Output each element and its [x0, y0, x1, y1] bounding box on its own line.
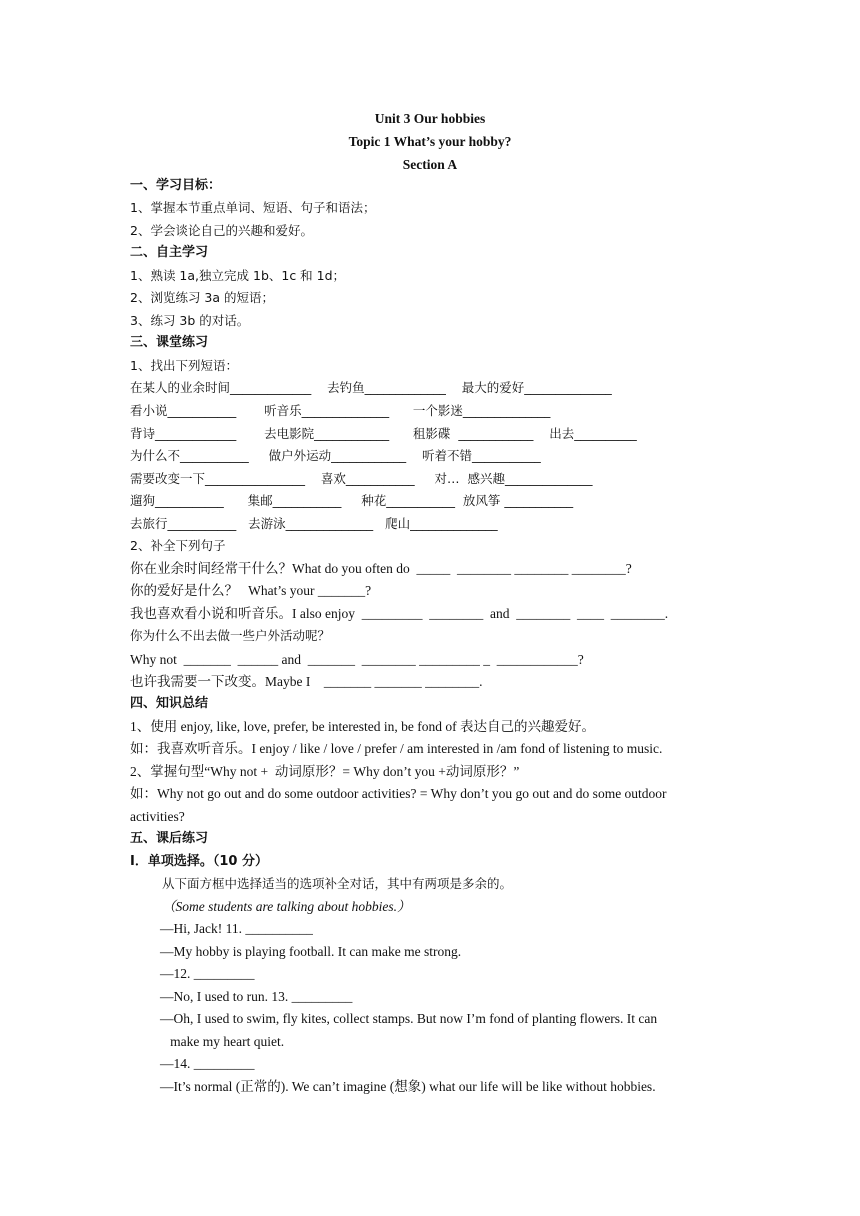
- dialogue-line: —Oh, I used to swim, fly kites, collect stamps. But now I’m fond of planting flowers. It can: [160, 1011, 658, 1026]
- goal-item: 2、学会谈论自己的兴趣和爱好。: [130, 223, 313, 238]
- self-study-item: 1、熟读 1a,独立完成 1b、1c 和 1d；: [130, 268, 346, 283]
- summary-line: 1、使用 enjoy, like, love, prefer, be interested in, be fond of 表达自己的兴趣爱好。: [130, 719, 595, 734]
- self-study-item: 2、浏览练习 3a 的短语；: [130, 290, 275, 305]
- unit-title: Unit 3 Our hobbies: [374, 111, 486, 126]
- phrase-row: 在某人的业余时间_____________ 去钓鱼_____________ 最大的爱好______________: [130, 380, 612, 395]
- phrase-row: 去旅行___________ 去游泳______________ 爬山______________: [130, 516, 498, 531]
- exercise-instruction: 从下面方框中选择适当的选项补全对话，其中有两项是多余的。: [162, 876, 513, 891]
- section-title: Section A: [402, 157, 458, 172]
- sentence-row: 你的爱好是什么？ What’s your _______?: [130, 583, 372, 598]
- phrase-row: 需要改变一下________________ 喜欢___________ 对… 感兴趣______________: [130, 471, 593, 486]
- dialogue-line: —My hobby is playing football. It can make me strong.: [160, 944, 462, 959]
- summary-line: activities?: [130, 809, 185, 824]
- topic-title: Topic 1 What’s your hobby?: [348, 134, 512, 149]
- practice-subheading: 1、找出下列短语：: [130, 358, 238, 373]
- sentence-row: 我也喜欢看小说和听音乐。I also enjoy _________ ________ and ________ ____ ________.: [130, 606, 669, 621]
- dialogue-line: —No, I used to run. 13. _________: [160, 989, 353, 1004]
- exercise-part-title: Ⅰ．单项选择。（10 分）: [130, 854, 268, 869]
- dialogue-line: —12. _________: [160, 966, 255, 981]
- sentence-row: 也许我需要一下改变。Maybe I _______ _______ ________.: [130, 674, 483, 689]
- section-heading-self-study: 二、自主学习: [130, 245, 209, 260]
- dialogue-line: —It’s normal (正常的). We can’t imagine (想象) what our life will be like without hobbies.: [160, 1079, 656, 1094]
- goal-item: 1、掌握本节重点单词、短语、句子和语法；: [130, 200, 376, 215]
- practice-subheading: 2、补全下列句子: [130, 538, 226, 553]
- phrase-row: 看小说___________ 听音乐______________ 一个影迷______________: [130, 403, 551, 418]
- summary-line: 如：我喜欢听音乐。I enjoy / like / love / prefer / am interested in /am fond of listening to music.: [130, 741, 663, 756]
- exercise-context: （Some students are talking about hobbies.）: [162, 899, 411, 914]
- dialogue-line: —14. _________: [160, 1056, 255, 1071]
- dialogue-line: —Hi, Jack! 11. __________: [160, 921, 313, 936]
- section-heading-goals: 一、学习目标：: [130, 178, 222, 193]
- sentence-row: 你在业余时间经常干什么？What do you often do _____ ________ ________ ________?: [130, 561, 632, 576]
- self-study-item: 3、练习 3b 的对话。: [130, 313, 250, 328]
- dialogue-line: make my heart quiet.: [160, 1034, 285, 1049]
- section-heading-class-practice: 三、课堂练习: [130, 335, 209, 350]
- sentence-row: 你为什么不出去做一些户外活动呢？: [130, 628, 331, 643]
- phrase-row: 背诗_____________ 去电影院____________ 租影碟 ____________ 出去__________: [130, 426, 637, 441]
- summary-line: 如：Why not go out and do some outdoor activities? = Why don’t you go out and do some outdoor: [130, 786, 667, 801]
- phrase-row: 遛狗___________ 集邮___________ 种花___________ 放风筝 ___________: [130, 493, 574, 508]
- sentence-row: Why not _______ ______ and _______ ________ _________ _ ____________?: [130, 652, 584, 667]
- section-heading-homework: 五、课后练习: [130, 831, 209, 846]
- phrase-row: 为什么不___________ 做户外运动____________ 听着不错___________: [130, 448, 541, 463]
- summary-line: 2、掌握句型“Why not + 动词原形？= Why don’t you +动词原形？”: [130, 764, 520, 779]
- section-heading-summary: 四、知识总结: [130, 696, 209, 711]
